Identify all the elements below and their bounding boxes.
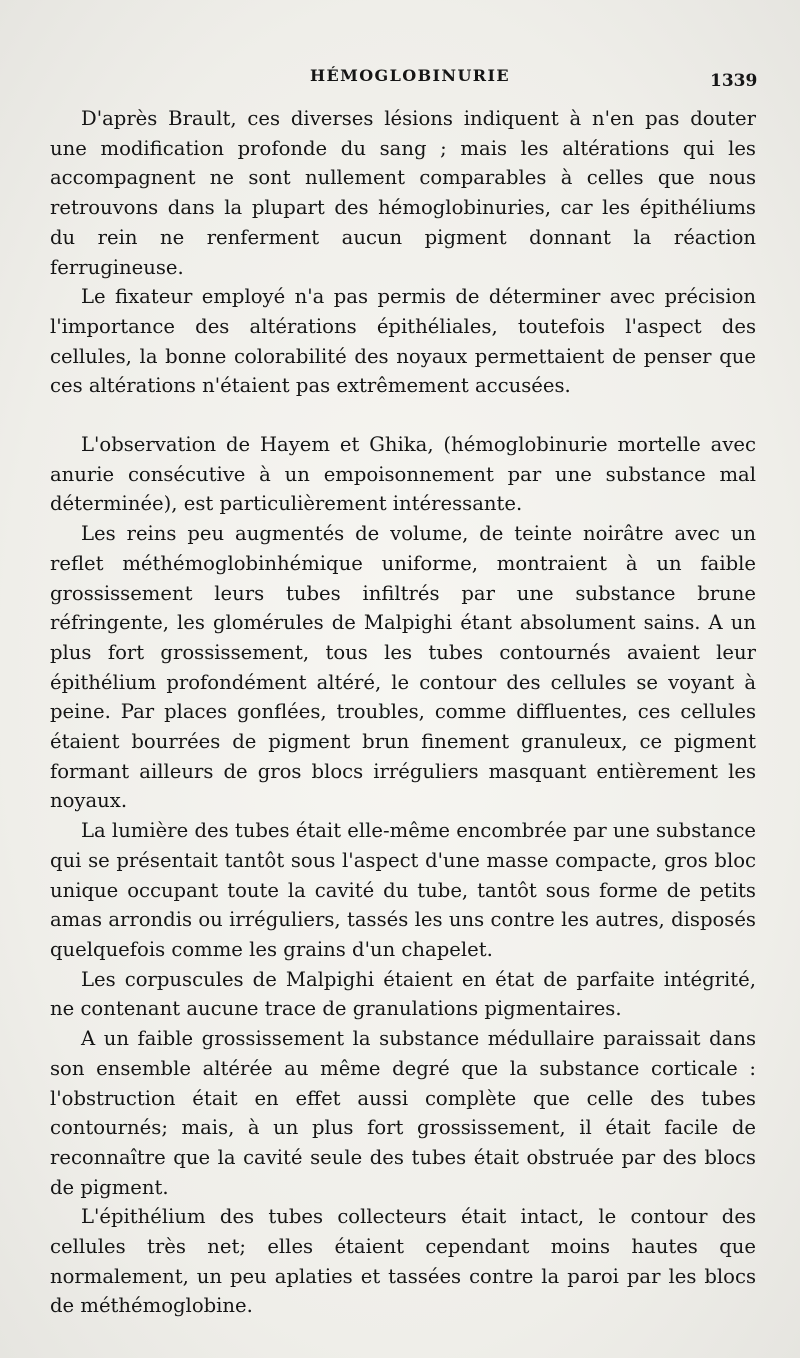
body-text — [50, 104, 756, 1321]
paragraph-reins: Les reins peu augmentés de volume, de teinte noirâtre avec un reflet méthémoglobinhémique uniforme, montraient à un faible grossissement leurs tubes infiltrés par une substance brune réfringente, les glomérules de Malpighi étant absolument sains. A un plus fort grossissement, tous les tubes contournés avaient leur épithélium profondément altéré, le contour des cellules se voyant à peine. Par places gonflées, troubles, comme diffluentes, ces cellules étaient bourrées de pigment brun finement granuleux, ce pigment formant ailleurs de gros blocs irréguliers masquant entièrement les noyaux. — [50, 522, 756, 813]
page-number: 1339 — [710, 71, 758, 91]
paragraph-corpuscules: Les corpuscules de Malpighi étaient en état de parfaite intégrité, ne contenant aucune trace de granulations pigmentaires. — [50, 967, 756, 1021]
page-header — [0, 66, 800, 92]
paragraph-epithelium: L'épithélium des tubes collecteurs était intact, le contour des cellules très net; elles étaient cependant moins hautes que normalement, un peu aplaties et tassées contre la paroi par les blocs de méthémoglobine. — [50, 1205, 756, 1318]
paragraph-substance-medullaire: A un faible grossissement la substance médullaire paraissait dans son ensemble altérée au même degré que la substance corticale : l'obstruction était en effet aussi complète que celle des tubes contournés; mais, à un plus fort grossissement, il était facile de reconnaître que la cavité seule des tubes était obstruée par des blocs de pigment. — [50, 1027, 756, 1199]
paragraph-hayem-ghika: L'observation de Hayem et Ghika, (hémoglobinurie mortelle avec anurie consécutive à un empoisonnement par une substance mal déterminée), est particulièrement intéressante. — [50, 433, 756, 516]
paragraph-brault: D'après Brault, ces diverses lésions indiquent à n'en pas douter une modification profonde du sang ; mais les altérations qui les accompagnent ne sont nullement comparables à celles que nous retrouvons dans la plupart des hémoglobinuries, car les épithéliums du rein ne renferment aucun pigment donnant la réaction ferrugineuse. — [50, 107, 756, 279]
paragraph-lumiere: La lumière des tubes était elle-même encombrée par une substance qui se présentait tantôt sous l'aspect d'une masse compacte, gros bloc unique occupant toute la cavité du tube, tantôt sous forme de petits amas arrondis ou irréguliers, tassés les uns contre les autres, disposés quelquefois comme les grains d'un chapelet. — [50, 819, 757, 961]
paragraph-fixateur: Le fixateur employé n'a pas permis de déterminer avec précision l'importance des altérations épithéliales, toutefois l'aspect des cellules, la bonne colorabilité des noyaux permettaient de penser que ces altérations n'étaient pas extrêmement accusées. — [50, 285, 756, 398]
running-title: HÉMOGLOBINURIE — [310, 66, 510, 85]
